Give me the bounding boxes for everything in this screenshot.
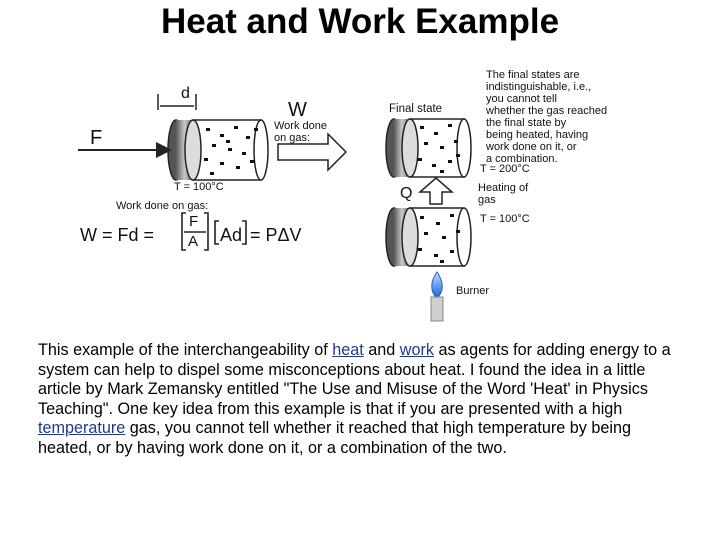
work-done-heading: Work done on gas: [116,200,209,212]
final-state-label: Final state [389,103,443,115]
paragraph-text-3: as agents for adding energy to a system can help to dispel some misconceptions about heat. I found the idea in a little article by Mark Zemansky entitled "The Use and Misuse of the Word 'Heat' in Physics Teaching". One key idea from this example is that if you are presented with a high [38,341,671,418]
d-label: d [181,85,190,102]
d-dimension-marker [158,94,196,110]
burner-icon [431,272,443,321]
work-label: W [288,99,307,121]
work-done-label: Work done on gas: [274,120,327,144]
heat-q-label: Q [400,185,413,202]
final-temperature-label: T = 200°C [480,163,530,175]
force-label: F [90,127,103,149]
bottom-temperature-label: T = 100°C [480,213,530,225]
paragraph-text-2: and [363,341,400,359]
work-link[interactable]: work [399,341,434,359]
slide-title: Heat and Work Example [160,2,560,41]
paragraph-text-4: gas, you cannot tell whether it reached that high temperature by being heated, or by having work done on it, or a combination of the two. [38,419,632,457]
left-temperature-label: T = 100°C [174,181,224,193]
equation-rhs: = PΔV [250,225,302,245]
heat-work-diagram [78,64,608,326]
heated-cylinder [386,208,471,266]
explanation-paragraph [38,341,688,459]
heating-arrow [420,178,452,204]
equation-denominator: A [188,233,199,250]
equation-ad: Ad [220,225,243,245]
paragraph-text-1: This example of the interchangeability of [38,341,333,359]
heating-label: Heating of gas [478,182,529,206]
equation-numerator: F [189,213,199,230]
heat-link[interactable]: heat [332,341,364,359]
temperature-link[interactable]: temperature [38,419,126,438]
final-state-cylinder [386,119,471,177]
indistinguishable-note: The final states are indistinguishable, i.e., you cannot tell whether the gas reached the final state by being heated, having work done on it, or a combination. [486,69,608,165]
equation-lhs: W = Fd = [80,225,155,245]
left-cylinder [168,120,268,180]
burner-label: Burner [456,285,490,297]
